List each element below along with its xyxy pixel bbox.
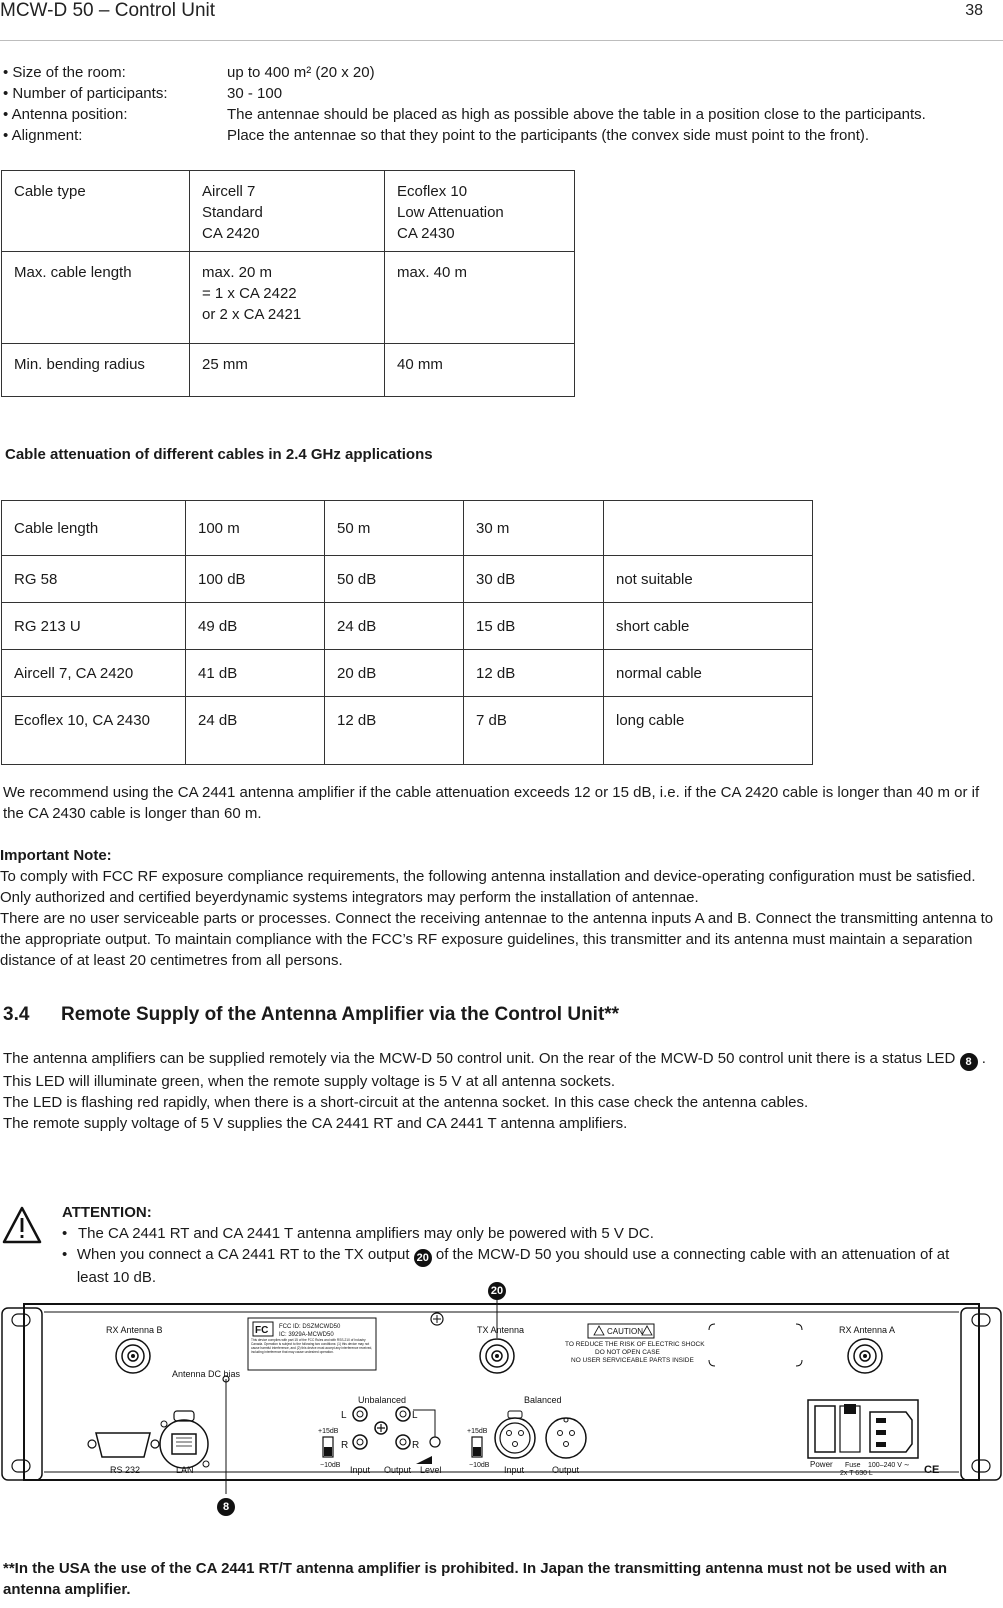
table-cell: Aircell 7, CA 2420 (2, 650, 186, 697)
table-cell: 40 mm (385, 344, 575, 397)
table-row (2, 171, 575, 252)
attention-heading: ATTENTION: (62, 1204, 152, 1221)
table-cell: 30 dB (464, 556, 604, 603)
fcc-id-text: FCC ID: DSZMCWD50 (279, 1324, 341, 1330)
unbalanced-input-label: Input (350, 1465, 371, 1475)
unbalanced-rca-connectors (353, 1407, 440, 1464)
important-note-paragraph: There are no user serviceable parts or processes. Connect the receiving antennae to the antenna inputs A and B. Connect the transmitting antenna to the appropriate output. To maintain compliance with the FCC’s RF exposure guidelines, this transmitter and its antenna must maintain a separation distance of at least 20 centimetres from all persons. (0, 910, 994, 969)
table-cell: Max. cable length (2, 252, 190, 344)
balanced-xlr-output (546, 1418, 586, 1458)
table-cell: 25 mm (190, 344, 385, 397)
balanced-gain-low-label: −10dB (469, 1462, 490, 1469)
footnote: **In the USA the use of the CA 2441 RT/T antenna amplifier is prohibited. In Japan the transmitting antenna must not be used with an antenna amplifier. (3, 1560, 948, 1598)
table-cell: 41 dB (186, 650, 325, 697)
balanced-label: Balanced (524, 1395, 562, 1405)
table-cell: long cable (604, 697, 813, 765)
table-cell: 24 dB (186, 697, 325, 765)
caution-line: TO REDUCE THE RISK OF ELECTRIC SHOCK (565, 1341, 705, 1348)
table-cell: Cable type (2, 171, 190, 252)
attention-box (62, 1202, 962, 1288)
remote-supply-line: This LED will illuminate green, when the remote supply voltage is 5 V at all antenna sockets. (3, 1073, 615, 1090)
channel-l-label: L (412, 1410, 418, 1421)
table-cell: 15 dB (464, 603, 604, 650)
specs-list (3, 62, 926, 146)
voltage-label: 100–240 V ∼ (868, 1462, 910, 1469)
important-note (0, 845, 998, 971)
remote-supply-line: The remote supply voltage of 5 V supplies the CA 2441 RT and CA 2441 T antenna amplifiers. (3, 1115, 628, 1132)
header-divider (0, 40, 1003, 41)
callout-8-badge: 8 (217, 1498, 235, 1516)
table-row (2, 603, 813, 650)
attention-bullet: • When you connect a CA 2441 RT to the TX output 20 of the MCW-D 50 you should use a connecting cable with an attenuation of at least 10 dB. (62, 1246, 950, 1286)
table-cell: Ecoflex 10, CA 2430 (2, 697, 186, 765)
table-cell: Ecoflex 10 Low Attenuation CA 2430 (385, 171, 575, 252)
table-cell: 30 m (464, 501, 604, 556)
table-cell: 100 dB (186, 556, 325, 603)
channel-l-label: L (341, 1410, 347, 1421)
lan-label: LAN (176, 1465, 194, 1475)
table-cell: RG 58 (2, 556, 186, 603)
spec-row: • Alignment: Place the antennae so that they point to the participants (the convex side must point to the front). (3, 127, 870, 144)
fuse-rating-label: 2x T 630 L (840, 1470, 873, 1477)
attenuation-table-title: Cable attenuation of different cables in 2.4 GHz applications (5, 446, 433, 463)
rx-antenna-a-connector (848, 1339, 882, 1373)
right-rack-ear (961, 1308, 1001, 1480)
important-note-paragraph: To comply with FCC RF exposure compliance requirements, the following antenna installation and device-operating configuration must be satisfied. Only authorized and certified beyerdynamic systems integrators may perform the installation of antennae. (0, 868, 976, 906)
section-title: Remote Supply of the Antenna Amplifier via the Control Unit** (61, 1004, 620, 1025)
remote-supply-text (3, 1048, 993, 1134)
cable-type-table (1, 170, 575, 397)
section-number: 3.4 (3, 1004, 30, 1025)
antenna-dc-bias-label: Antenna DC bias (172, 1369, 241, 1379)
balanced-gain-switch (472, 1437, 482, 1457)
balanced-output-label: Output (552, 1465, 580, 1475)
table-cell: 49 dB (186, 603, 325, 650)
unbalanced-output-label: Output (384, 1465, 412, 1475)
rx-antenna-b-connector (116, 1339, 150, 1373)
left-rack-ear (2, 1308, 42, 1480)
unbalanced-gain-high-label: +15dB (318, 1428, 339, 1435)
table-cell: short cable (604, 603, 813, 650)
page-number: 38 (965, 2, 983, 19)
fuse-label: Fuse (845, 1462, 861, 1469)
table-row (2, 252, 575, 344)
rx-antenna-a-label: RX Antenna A (839, 1325, 896, 1335)
tx-output-callout: 20 (414, 1249, 432, 1267)
table-cell: max. 20 m = 1 x CA 2422 or 2 x CA 2421 (190, 252, 385, 344)
table-cell: max. 40 m (385, 252, 575, 344)
channel-r-label: R (412, 1440, 420, 1451)
table-cell: 24 dB (325, 603, 464, 650)
table-cell: Aircell 7 Standard CA 2420 (190, 171, 385, 252)
caution-line: NO USER SERVICEABLE PARTS INSIDE (571, 1357, 694, 1364)
warning-triangle-icon (2, 1205, 42, 1245)
table-cell: RG 213 U (2, 603, 186, 650)
rs232-port (88, 1433, 159, 1457)
table-row (2, 501, 813, 556)
unbalanced-gain-switch (323, 1437, 333, 1457)
table-cell: not suitable (604, 556, 813, 603)
page-header-title: MCW-D 50 – Control Unit (0, 0, 216, 21)
table-cell: 7 dB (464, 697, 604, 765)
power-switch (844, 1404, 856, 1414)
power-label: Power (810, 1460, 833, 1469)
table-row (2, 556, 813, 603)
remote-supply-line: The antenna amplifiers can be supplied remotely via the MCW-D 50 control unit. On the rear of the MCW-D 50 control unit there is a status LED 8 . (3, 1048, 993, 1071)
power-inlet (808, 1400, 918, 1458)
attenuation-table (1, 500, 813, 765)
spec-row: • Number of participants: 30 - 100 (3, 85, 283, 102)
ce-mark: CE (924, 1464, 940, 1476)
callout-20-badge: 20 (488, 1282, 506, 1300)
section-heading (3, 1004, 619, 1026)
recommendation-paragraph: We recommend using the CA 2441 antenna amplifier if the cable attenuation exceeds 12 or 15 dB, i.e. if the CA 2420 cable is longer than 40 m or if the CA 2430 cable is longer than 60 m. (3, 784, 980, 822)
table-cell: 20 dB (325, 650, 464, 697)
rs232-label: RS 232 (110, 1465, 141, 1475)
table-cell: Cable length (2, 501, 186, 556)
rx-antenna-b-label: RX Antenna B (106, 1325, 163, 1335)
fcc-logo-icon: FC (255, 1325, 269, 1336)
table-cell: 50 m (325, 501, 464, 556)
table-row (2, 697, 813, 765)
status-led-callout: 8 (960, 1053, 978, 1071)
caution-line: DO NOT OPEN CASE (595, 1349, 660, 1356)
table-cell (604, 501, 813, 556)
spec-row: • Antenna position: The antennae should be placed as high as possible above the table in a position close to the participants. (3, 106, 926, 123)
level-label: Level (420, 1465, 442, 1475)
balanced-xlr-input (495, 1411, 535, 1458)
unbalanced-gain-low-label: −10dB (320, 1462, 341, 1469)
table-cell: Min. bending radius (2, 344, 190, 397)
caution-label: CAUTION (607, 1327, 643, 1336)
table-row (2, 344, 575, 397)
ic-text: IC: 3929A-MCWD50 (279, 1332, 334, 1338)
unbalanced-label: Unbalanced (358, 1395, 407, 1405)
tx-antenna-connector (480, 1339, 514, 1373)
tx-antenna-label: TX Antenna (477, 1325, 525, 1335)
table-cell: 50 dB (325, 556, 464, 603)
table-row (2, 650, 813, 697)
fcc-compliance-text: This device complies with part 15 of the FCC Rules and with RSS-210 of Industry Canada. Operation is subject to the following two conditions: (1) this device may not cause harmful interference, and (2) this device must accept any interference received, including interference that may cause undesired operation. (251, 1338, 373, 1354)
table-cell: normal cable (604, 650, 813, 697)
attention-bullet: • The CA 2441 RT and CA 2441 T antenna amplifiers may only be powered with 5 V DC. (62, 1225, 654, 1242)
important-note-heading: Important Note: (0, 847, 112, 864)
table-cell: 100 m (186, 501, 325, 556)
spec-row: • Size of the room: up to 400 m² (20 x 20) (3, 64, 375, 81)
balanced-input-label: Input (504, 1465, 525, 1475)
control-unit-rear-panel-diagram (0, 1300, 1003, 1540)
table-cell: 12 dB (464, 650, 604, 697)
lan-port (160, 1411, 209, 1468)
table-cell: 12 dB (325, 697, 464, 765)
remote-supply-line: The LED is flashing red rapidly, when there is a short-circuit at the antenna socket. In this case check the antenna cables. (3, 1094, 809, 1111)
channel-r-label: R (341, 1440, 349, 1451)
balanced-gain-high-label: +15dB (467, 1428, 488, 1435)
